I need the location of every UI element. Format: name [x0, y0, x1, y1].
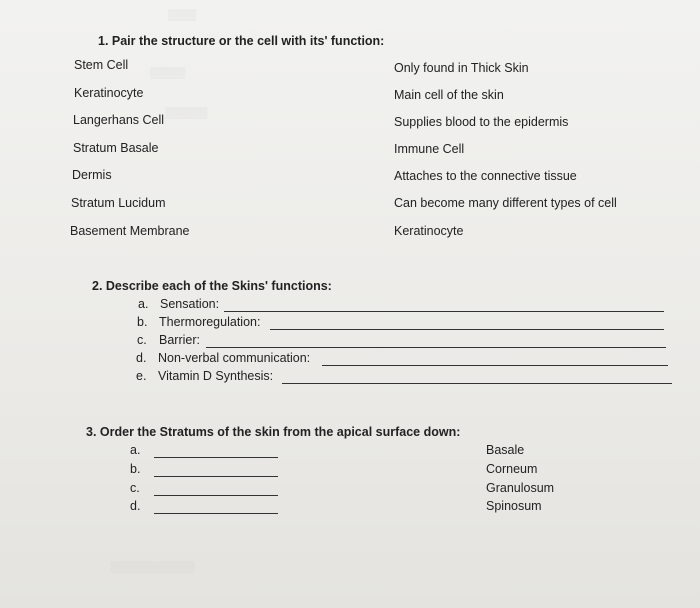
q2-item-letter: d. — [136, 351, 147, 365]
q2-item-letter: b. — [137, 315, 148, 329]
q1-left-item: Stratum Lucidum — [71, 196, 166, 210]
q1-heading: 1. Pair the structure or the cell with its' function: — [98, 34, 385, 48]
q2-item-label: Non-verbal communication: — [158, 351, 311, 365]
q2-item-letter: c. — [137, 333, 147, 347]
answer-line[interactable] — [270, 329, 664, 330]
q3-letter: b. — [130, 462, 141, 476]
q2-item-label: Barrier: — [159, 333, 200, 347]
q1-right-item: Only found in Thick Skin — [394, 61, 529, 75]
q1-left-item: Stem Cell — [74, 58, 129, 72]
answer-line[interactable] — [224, 311, 664, 312]
q2-item-letter: e. — [136, 369, 147, 383]
q2-item-label: Sensation: — [160, 297, 220, 311]
q3-option: Spinosum — [486, 499, 542, 513]
q1-left-item: Keratinocyte — [74, 86, 144, 100]
q2-item-label: Vitamin D Synthesis: — [158, 369, 274, 383]
answer-line[interactable] — [154, 457, 278, 458]
q3-heading: 3. Order the Stratums of the skin from the apical surface down: — [86, 425, 461, 439]
q2-item-label: Thermoregulation: — [159, 315, 261, 329]
answer-line[interactable] — [206, 347, 666, 348]
answer-line[interactable] — [154, 476, 278, 477]
answer-line[interactable] — [154, 513, 278, 514]
answer-line[interactable] — [282, 383, 672, 384]
bleed-through-text: ▒▒▒▒ — [168, 10, 197, 21]
q1-right-item: Supplies blood to the epidermis — [394, 115, 569, 129]
q3-option: Granulosum — [486, 481, 555, 495]
bleed-through-text: ▒▒▒▒▒▒▒▒▒▒▒▒ — [110, 562, 196, 573]
q1-right-item: Attaches to the connective tissue — [394, 169, 577, 183]
q3-letter: a. — [130, 443, 141, 457]
answer-line[interactable] — [322, 365, 668, 366]
q1-left-item: Langerhans Cell — [73, 113, 165, 127]
q3-option: Basale — [486, 443, 525, 457]
q2-item-letter: a. — [138, 297, 149, 311]
bleed-through-text: ▒▒▒▒▒ — [150, 68, 186, 79]
q1-right-item: Can become many different types of cell — [394, 196, 617, 210]
q1-right-item: Main cell of the skin — [394, 88, 504, 102]
q3-letter: d. — [130, 499, 141, 513]
answer-line[interactable] — [154, 495, 278, 496]
q2-heading: 2. Describe each of the Skins' functions: — [92, 279, 332, 293]
q3-option: Corneum — [486, 462, 538, 476]
q1-right-item: Keratinocyte — [394, 224, 464, 238]
q1-left-item: Dermis — [72, 168, 112, 182]
q1-right-item: Immune Cell — [394, 142, 465, 156]
q1-left-item: Basement Membrane — [70, 224, 190, 238]
q1-left-item: Stratum Basale — [73, 141, 159, 155]
bleed-through-text: ▒▒▒▒▒▒ — [165, 108, 208, 119]
q3-letter: c. — [130, 481, 140, 495]
